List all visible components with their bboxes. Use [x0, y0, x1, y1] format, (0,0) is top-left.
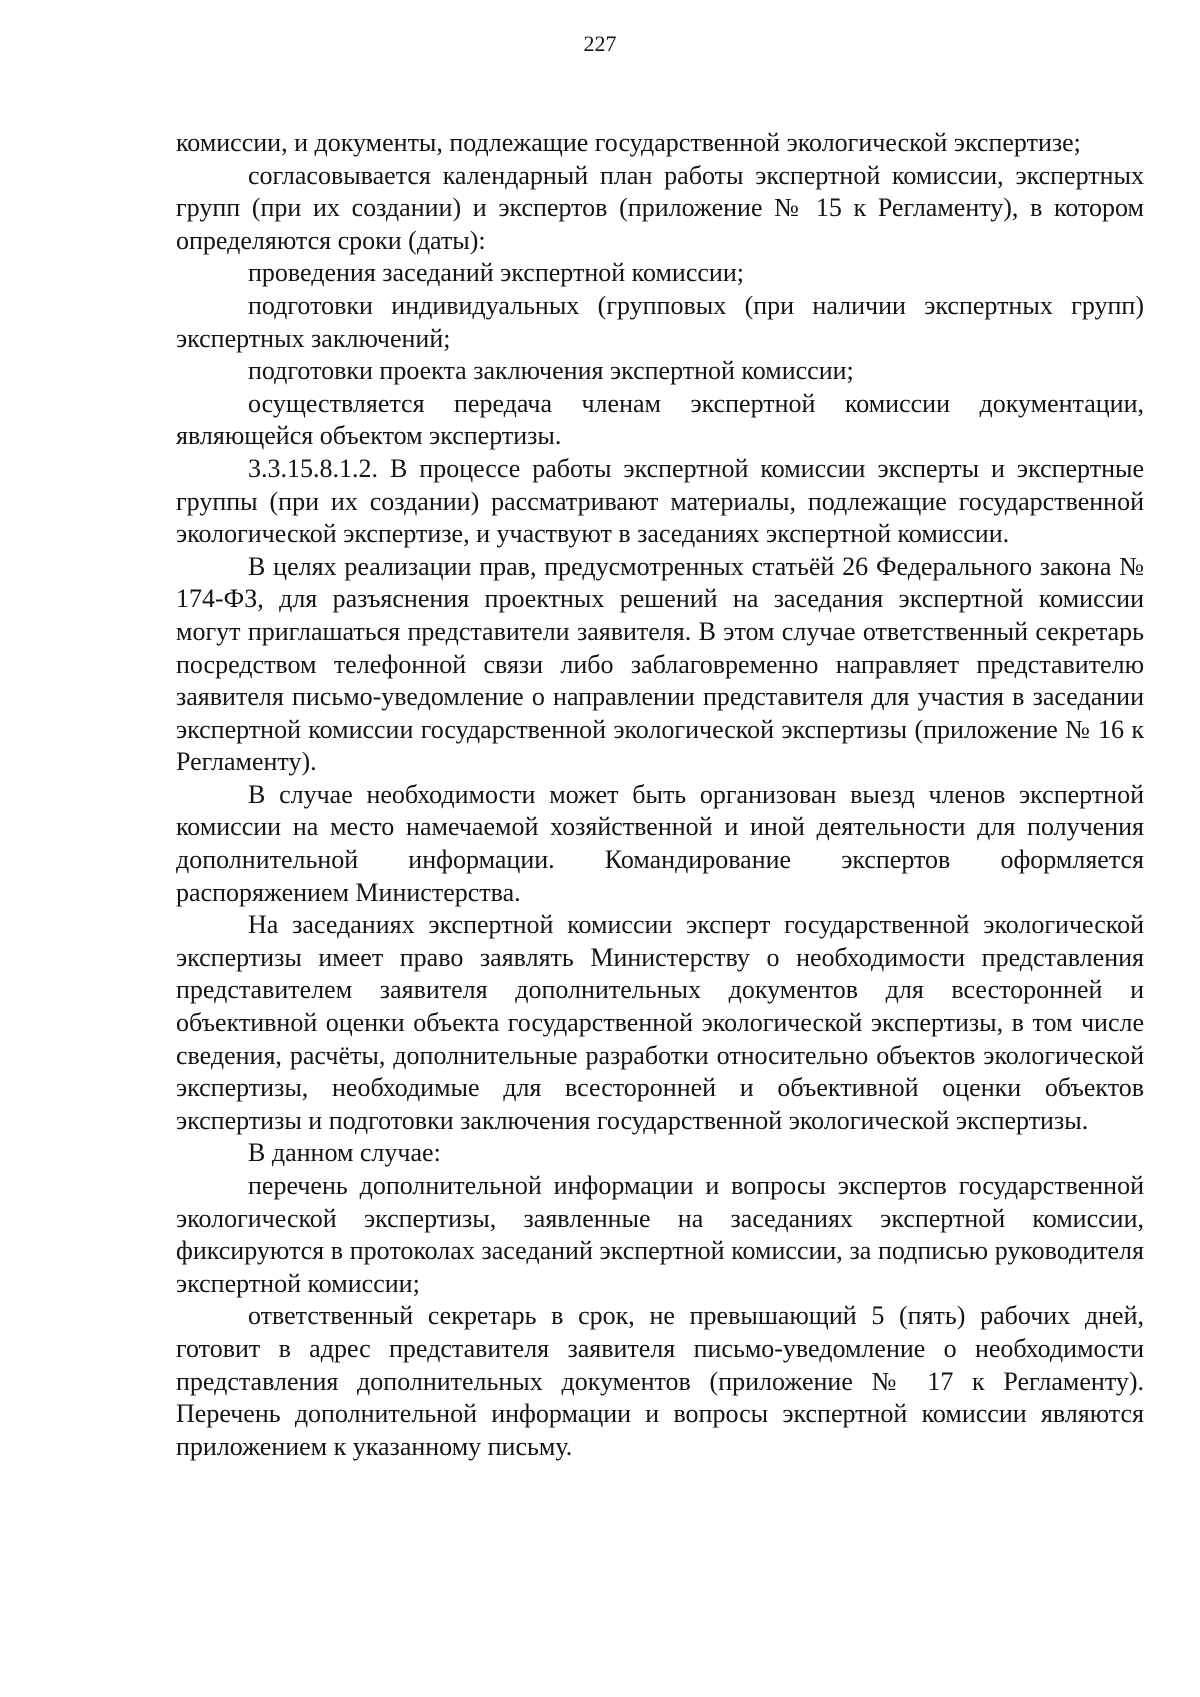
- paragraph: На заседаниях экспертной комиссии эксперт государственной экологической экспертизы имеет право заявлять Министерству о необходимости представления представителем заявителя дополнительных документов для всесторонней и объективной оценки объекта государственной экологической экспертизы, в том числе сведения, расчёты, дополнительные разработки относительно объектов экологической экспертизы, необходимые для всесторонней и объективной оценки объектов экспертизы и подготовки заключения государственной экологической экспертизы.: [176, 910, 1144, 1135]
- paragraph: согласовывается календарный план работы экспертной комиссии, экспертных групп (при их создании) и экспертов (приложение № 15 к Регламенту), в котором определяются сроки (даты):: [176, 160, 1144, 255]
- paragraph: перечень дополнительной информации и вопросы экспертов государственной экологической экспертизы, заявленные на заседаниях экспертной комиссии, фиксируются в протоколах заседаний экспертной комиссии, за подписью руководителя экспертной комиссии;: [176, 1171, 1144, 1298]
- paragraph: В данном случае:: [248, 1138, 441, 1168]
- body-text: [176, 127, 1144, 1463]
- paragraph: осуществляется передача членам экспертной комиссии документации, являющейся объектом экспертизы.: [176, 388, 1144, 451]
- paragraph: комиссии, и документы, подлежащие государственной экологической экспертизе;: [176, 128, 1081, 157]
- paragraph: В случае необходимости может быть организован выезд членов экспертной комиссии на место намечаемой хозяйственной и иной деятельности для получения дополнительной информации. Командирование экспертов оформляется распоряжением Министерства.: [176, 779, 1144, 907]
- page-number: 227: [583, 31, 617, 56]
- paragraph: проведения заседаний экспертной комиссии;: [248, 258, 744, 288]
- paragraph: подготовки проекта заключения экспертной комиссии;: [248, 356, 854, 386]
- paragraph: 3.3.15.8.1.2. В процессе работы экспертной комиссии эксперты и экспертные группы (при их создании) рассматривают материалы, подлежащие государственной экологической экспертизе, и участвуют в заседаниях экспертной комиссии.: [176, 453, 1144, 549]
- paragraph: ответственный секретарь в срок, не превышающий 5 (пять) рабочих дней, готовит в адрес представителя заявителя письмо-уведомление о необходимости представления дополнительных документов (приложение № 17 к Регламенту). Перечень дополнительной информации и вопросы экспертной комиссии являются приложением к указанному письму.: [176, 1301, 1144, 1461]
- paragraph: В целях реализации прав, предусмотренных статьёй 26 Федерального закона № 174-ФЗ, для разъяснения проектных решений на заседания экспертной комиссии могут приглашаться представители заявителя. В этом случае ответственный секретарь посредством телефонной связи либо заблаговременно направляет представителю заявителя письмо-уведомление о направлении представителя для участия в заседании экспертной комиссии государственной экологической экспертизы (приложение № 16 к Регламенту).: [176, 551, 1144, 777]
- paragraph: подготовки индивидуальных (групповых (при наличии экспертных групп) экспертных заключений;: [176, 290, 1144, 353]
